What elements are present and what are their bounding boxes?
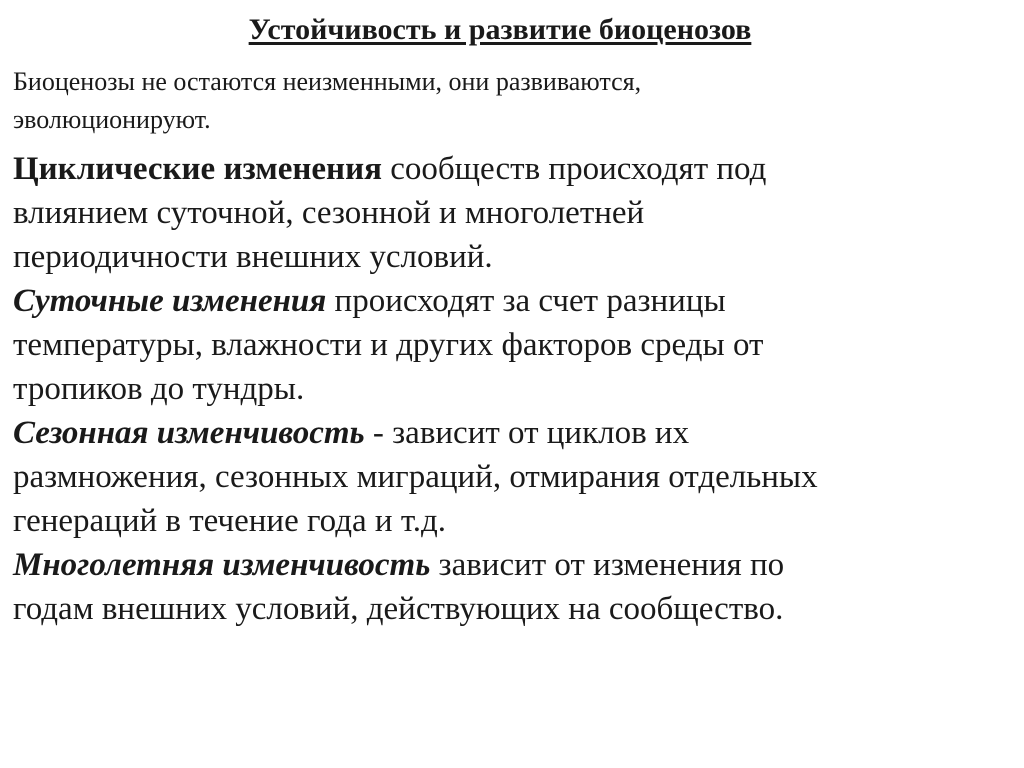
paragraph-seasonal-variability — [13, 411, 1013, 543]
slide-title: Устойчивость и развитие биоценозов — [248, 13, 752, 46]
paragraph-line — [13, 411, 1013, 455]
paragraph-line: периодичности внешних условий. — [13, 239, 493, 275]
paragraph-text: - зависит от циклов их — [364, 415, 690, 451]
paragraph-line: температуры, влажности и других факторов среды от — [13, 327, 764, 363]
paragraph-line: тропиков до тундры. — [13, 371, 305, 407]
paragraph-text: происходят за счет разницы — [326, 283, 726, 319]
paragraph-line — [13, 279, 1013, 323]
intro-line-1: Биоценозы не остаются неизменными, они развиваются, — [13, 67, 642, 96]
term-cyclic-changes: Циклические изменения — [13, 151, 382, 187]
body-text — [13, 147, 1013, 631]
paragraph-text: зависит от изменения по — [430, 547, 785, 583]
paragraph-line: влиянием суточной, сезонной и многолетней — [13, 195, 645, 231]
intro-line-2: эволюционируют. — [13, 105, 211, 134]
term-seasonal-variability: Сезонная изменчивость — [13, 415, 365, 451]
term-daily-changes: Суточные изменения — [13, 283, 327, 319]
paragraph-line — [13, 543, 1013, 587]
intro-text — [13, 63, 1003, 139]
paragraph-text: сообществ происходят под — [381, 151, 767, 187]
term-multiyear-variability: Многолетняя изменчивость — [13, 547, 431, 583]
paragraph-line: размножения, сезонных миграций, отмирания отдельных — [13, 459, 818, 495]
paragraph-cyclic-changes — [13, 147, 1013, 279]
paragraph-multiyear-variability — [13, 543, 1013, 631]
paragraph-daily-changes — [13, 279, 1013, 411]
paragraph-line: годам внешних условий, действующих на сообщество. — [13, 591, 784, 627]
paragraph-line — [13, 147, 1013, 191]
paragraph-line: генераций в течение года и т.д. — [13, 503, 447, 539]
